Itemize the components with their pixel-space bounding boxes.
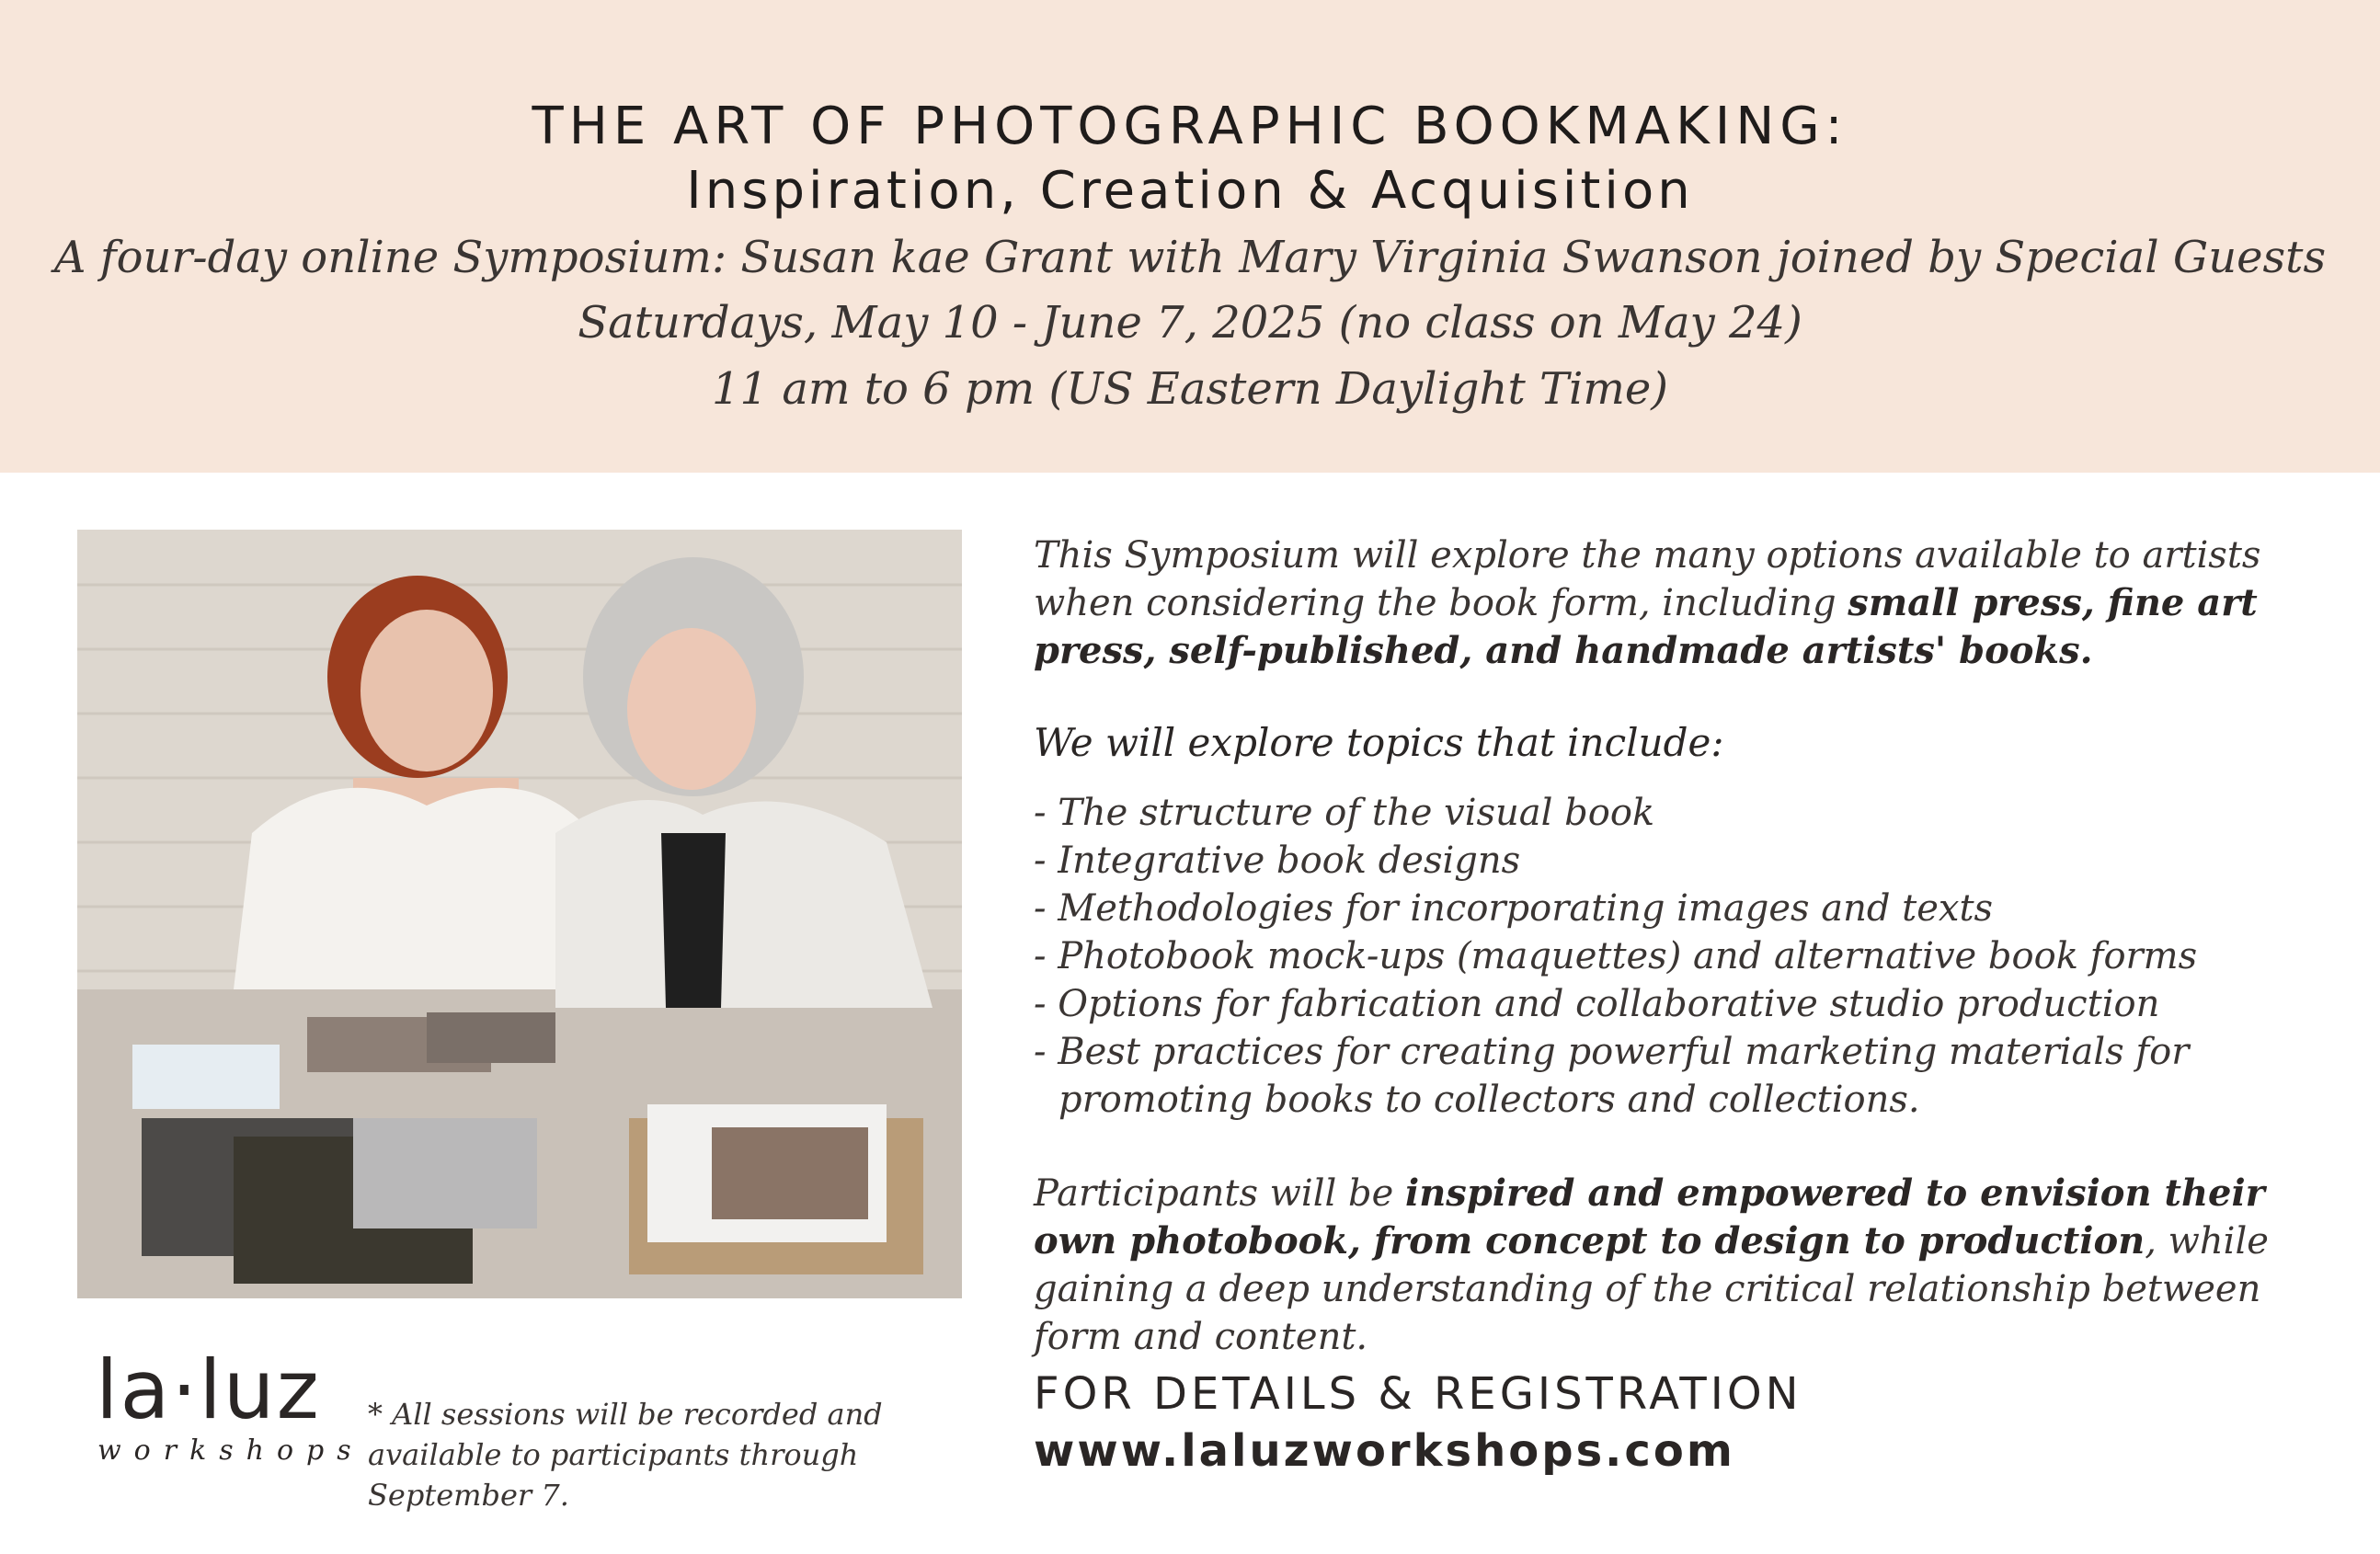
list-item: promoting books to collectors and collections. bbox=[1058, 1079, 1920, 1121]
list-item: - The structure of the visual book bbox=[1034, 792, 1655, 834]
intro-paragraph bbox=[1034, 531, 2321, 675]
closing-paragraph bbox=[1034, 1170, 2321, 1361]
event-times: 11 am to 6 pm (US Eastern Daylight Time) bbox=[711, 363, 1668, 415]
list-item: - Integrative book designs bbox=[1034, 840, 1521, 882]
event-dates: Saturdays, May 10 - June 7, 2025 (no class on May 24) bbox=[578, 297, 1802, 349]
details-label: FOR DETAILS & REGISTRATION bbox=[1034, 1368, 1802, 1420]
list-item: - Options for fabrication and collaborative studio production bbox=[1034, 983, 2160, 1025]
list-item: - Best practices for creating powerful marketing materials for bbox=[1034, 1031, 2190, 1073]
laluz-logo: la·luz bbox=[96, 1343, 321, 1437]
recording-note: * All sessions will be recorded and available to participants through September 7. bbox=[368, 1397, 883, 1513]
laluz-logo-subtitle: workshops bbox=[97, 1434, 364, 1467]
website-link[interactable]: www.laluzworkshops.com bbox=[1034, 1425, 1735, 1477]
closing-highlight: inspired and empowered to envision their own photobook, from concept to design to production bbox=[1034, 1171, 2265, 1263]
topics-heading: We will explore topics that include: bbox=[1034, 720, 1724, 765]
instructors-photo bbox=[77, 530, 962, 1298]
closing-text-end: , while gaining a deep understanding of the critical relationship between form and content. bbox=[1034, 1220, 2269, 1358]
event-title: THE ART OF PHOTOGRAPHIC BOOKMAKING: bbox=[532, 97, 1848, 156]
intro-highlight: small press, fine art press, self-published, and handmade artists' books. bbox=[1034, 581, 2258, 672]
topics-list bbox=[1034, 789, 2321, 1124]
event-description: A four-day online Symposium: Susan kae Grant with Mary Virginia Swanson joined by Special Guests bbox=[53, 232, 2327, 283]
intro-text: This Symposium will explore the many options available to artists when considering the book form, including bbox=[1034, 534, 2261, 624]
event-subtitle: Inspiration, Creation & Acquisition bbox=[686, 161, 1694, 221]
closing-text: Participants will be bbox=[1034, 1172, 1406, 1215]
list-item: - Methodologies for incorporating images and texts bbox=[1034, 887, 1994, 930]
list-item: - Photobook mock-ups (maquettes) and alternative book forms bbox=[1034, 935, 2198, 977]
